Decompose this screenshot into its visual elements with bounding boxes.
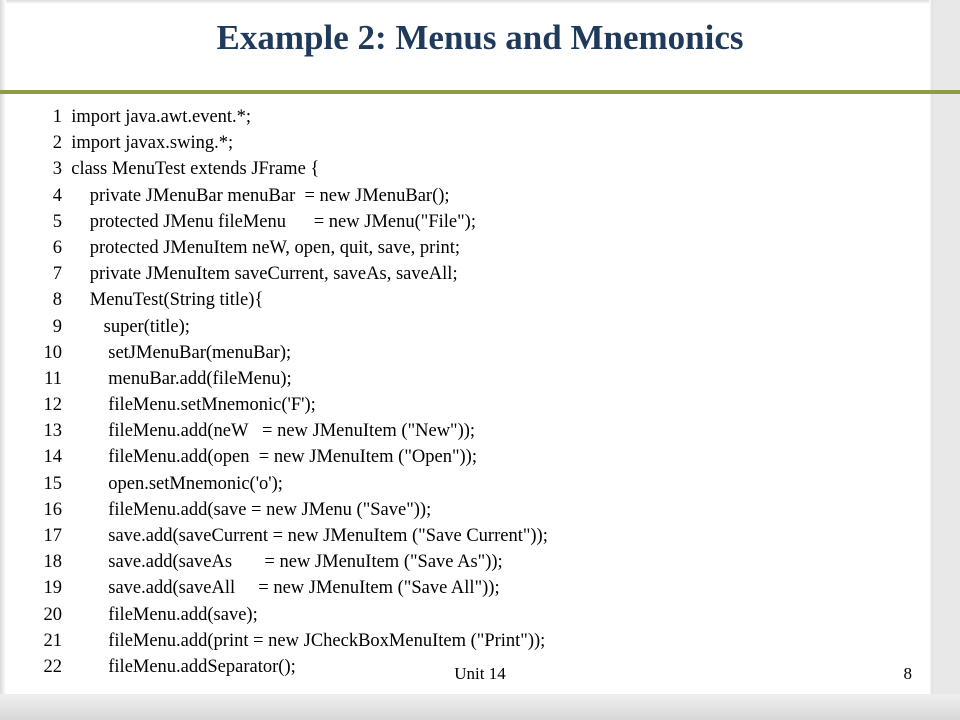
line-number: 11 [44, 368, 62, 389]
line-number: 1 [52, 107, 62, 127]
line-number: 5 [52, 211, 62, 232]
code-text: class MenuTest extends JFrame { [62, 159, 320, 180]
line-number: 13 [43, 421, 62, 442]
code-text: save.add(saveAll = new JMenuItem ("Save All")); [62, 578, 500, 599]
code-text: fileMenu.add(neW = new JMenuItem ("New")); [62, 421, 476, 442]
code-line [22, 392, 922, 418]
code-text: MenuTest(String title){ [62, 290, 264, 311]
line-number: 18 [43, 552, 62, 573]
code-text: private JMenuBar menuBar = new JMenuBar(); [62, 185, 450, 206]
code-line [22, 628, 922, 654]
code-text: fileMenu.add(save = new JMenu ("Save")); [62, 499, 432, 520]
line-number: 22 [43, 656, 62, 677]
code-line [22, 104, 922, 130]
code-line [22, 183, 922, 209]
code-line [22, 261, 922, 287]
code-line [22, 130, 922, 156]
code-text: import java.awt.event.*; [62, 107, 252, 127]
line-number: 9 [52, 316, 62, 337]
code-text: fileMenu.add(open = new JMenuItem ("Open")); [62, 447, 477, 468]
slide-left-edge [0, 0, 6, 720]
footer-unit: Unit 14 [454, 664, 506, 683]
code-text: setJMenuBar(menuBar); [62, 342, 292, 363]
line-number: 3 [52, 159, 62, 180]
code-line [22, 471, 922, 497]
code-text: protected JMenuItem neW, open, quit, save, print; [62, 237, 461, 258]
code-line [22, 418, 922, 444]
slide-right-border [933, 0, 960, 720]
code-text: save.add(saveCurrent = new JMenuItem ("Save Current")); [62, 526, 548, 546]
code-line [22, 314, 922, 340]
line-number: 2 [52, 133, 62, 154]
line-number: 17 [43, 526, 62, 546]
code-line [22, 340, 922, 366]
code-text: protected JMenu fileMenu = new JMenu("File"); [62, 211, 476, 232]
code-line [22, 209, 922, 235]
line-number: 19 [43, 578, 62, 599]
line-number: 14 [43, 447, 62, 468]
code-line [22, 602, 922, 628]
title-divider [0, 90, 960, 94]
code-text: super(title); [62, 316, 190, 337]
code-listing [22, 104, 922, 680]
line-number: 20 [43, 604, 62, 625]
line-number: 21 [43, 630, 62, 651]
code-line [22, 497, 922, 523]
slide-top-edge [0, 0, 960, 4]
line-number: 4 [52, 185, 62, 206]
code-line [22, 523, 922, 549]
code-line [22, 287, 922, 313]
code-text: fileMenu.addSeparator(); [62, 656, 296, 677]
code-text: fileMenu.setMnemonic('F'); [62, 395, 316, 416]
code-text: fileMenu.add(save); [62, 604, 258, 625]
line-number: 10 [43, 342, 62, 363]
line-number: 15 [43, 473, 62, 494]
code-text: fileMenu.add(print = new JCheckBoxMenuItem ("Print")); [62, 630, 546, 651]
code-line [22, 366, 922, 392]
line-number: 8 [52, 290, 62, 311]
line-number: 16 [43, 499, 62, 520]
code-text: private JMenuItem saveCurrent, saveAs, saveAll; [62, 264, 458, 285]
line-number: 7 [52, 264, 62, 285]
code-text: save.add(saveAs = new JMenuItem ("Save As")); [62, 552, 503, 573]
line-number: 12 [43, 395, 62, 416]
code-line [22, 444, 922, 470]
code-line [22, 575, 922, 601]
code-line [22, 235, 922, 261]
slide-title: Example 2: Menus and Mnemonics [216, 18, 744, 57]
code-line [22, 156, 922, 182]
code-line [22, 549, 922, 575]
code-text: open.setMnemonic('o'); [62, 473, 283, 494]
line-number: 6 [52, 237, 62, 258]
page-number: 8 [903, 664, 912, 683]
slide-bottom-border [0, 694, 960, 720]
code-text: menuBar.add(fileMenu); [62, 368, 292, 389]
code-text: import javax.swing.*; [62, 133, 234, 154]
